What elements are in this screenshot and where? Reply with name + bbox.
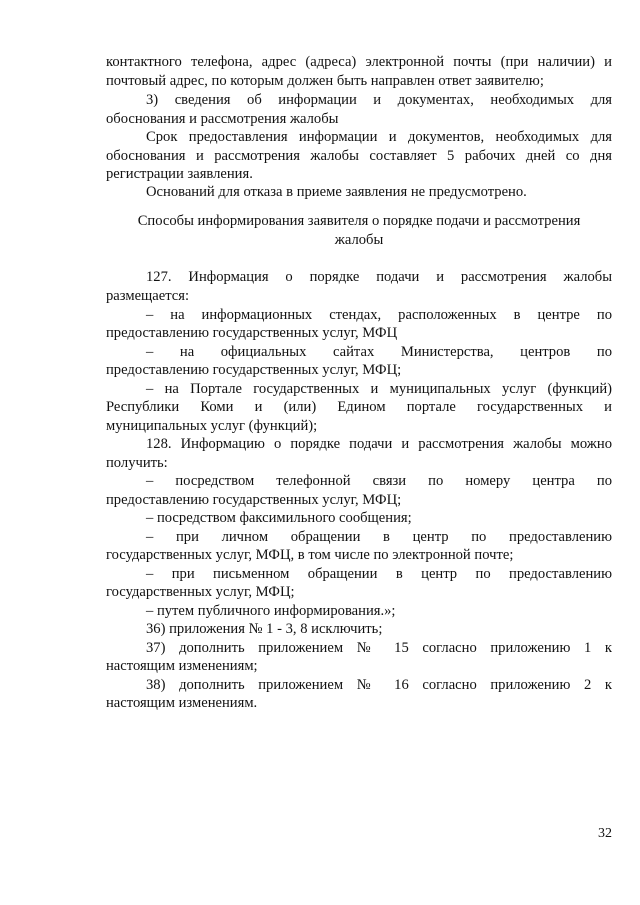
text-line: 38) дополнить приложением № 16 согласно приложению 2 к: [146, 677, 612, 693]
text-line: 36) приложения № 1 - 3, 8 исключить;: [146, 621, 383, 637]
text-line: – при письменном обращении в центр по предоставлению: [146, 566, 612, 582]
text-line: государственных услуг, МФЦ, в том числе по электронной почте;: [106, 547, 514, 563]
text-line: Республики Коми и (или) Едином портале государственных и: [106, 399, 612, 415]
text-line: настоящим изменениям.: [106, 695, 258, 711]
text-line: регистрации заявления.: [106, 166, 253, 182]
text-line: обоснования и рассмотрения жалобы составляет 5 рабочих дней со дня: [106, 148, 612, 164]
text-line: – посредством телефонной связи по номеру центра по: [146, 473, 612, 489]
text-line: – на официальных сайтах Министерства, центров по: [146, 344, 612, 360]
text-line: предоставлению государственных услуг, МФЦ;: [106, 492, 402, 508]
section-heading: жалобы: [334, 232, 384, 248]
text-line: Оснований для отказа в приеме заявления не предусмотрено.: [146, 184, 527, 200]
text-line: контактного телефона, адрес (адреса) электронной почты (при наличии) и: [106, 54, 612, 70]
text-line: предоставлению государственных услуг, МФЦ: [106, 325, 398, 341]
text-line: Срок предоставления информации и документов, необходимых для: [146, 129, 612, 145]
section-heading: Способы информирования заявителя о порядке подачи и рассмотрения: [137, 213, 581, 229]
text-line: – на Портале государственных и муниципальных услуг (функций): [146, 381, 612, 397]
text-line: – посредством факсимильного сообщения;: [146, 510, 412, 526]
text-line: настоящим изменениям;: [106, 658, 258, 674]
text-line: муниципальных услуг (функций);: [106, 418, 318, 434]
page-number: 32: [598, 826, 612, 841]
text-line: размещается:: [106, 288, 190, 304]
text-line: 127. Информация о порядке подачи и рассмотрения жалобы: [146, 269, 612, 285]
text-line: – на информационных стендах, расположенных в центре по: [146, 307, 612, 323]
text-line: – при личном обращении в центр по предоставлению: [146, 529, 612, 545]
text-line: получить:: [106, 455, 168, 471]
text-line: 37) дополнить приложением № 15 согласно приложению 1 к: [146, 640, 612, 656]
text-line: предоставлению государственных услуг, МФЦ;: [106, 362, 402, 378]
text-line: – путем публичного информирования.»;: [146, 603, 396, 619]
text-line: 3) сведения об информации и документах, необходимых для: [146, 92, 612, 108]
text-line: государственных услуг, МФЦ;: [106, 584, 295, 600]
text-line: почтовый адрес, по которым должен быть направлен ответ заявителю;: [106, 73, 544, 89]
text-line: 128. Информацию о порядке подачи и рассмотрения жалобы можно: [146, 436, 612, 452]
text-line: обоснования и рассмотрения жалобы: [106, 111, 339, 127]
